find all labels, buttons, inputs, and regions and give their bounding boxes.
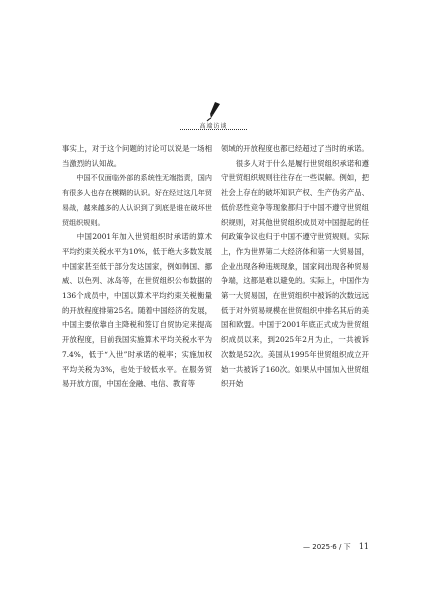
header-divider xyxy=(180,129,247,130)
issue-label: — 2025·6 / 下 xyxy=(303,543,351,551)
page-footer xyxy=(303,542,369,552)
paragraph: 领域的开放程度也都已经超过了当时的承诺。 xyxy=(221,144,369,153)
paragraph: 事实上，对于这个问题的讨论可以说是一场相当激烈的认知战。 xyxy=(62,144,212,168)
paragraph: 很多人对于什么是履行世贸组织承诺和遵守世贸组织规则往往存在一些误解。例如，把社会上存在的破坏知识产权、生产伪劣产品、低价恶性竞争等现象都归于中国不遵守世贸组织规则，对其他世贸组织成员对中国提起的任何政策争议也归于中国不遵守世贸规则。实际上，作为世界第二大经济体和第一大贸易国，企业出现各种违规现象，国家间出现各种贸易争端，这都是难以避免的。实际上，中国作为第一大贸易国，在世贸组织中被诉的次数远远低于对外贸易规模在世贸组织中排名其后的美国和欧盟。中国于2001年底正式成为世贸组织成员以来，到2025年2月为止，一共被诉次数是52次。美国从1995年世贸组织成立开始一共被诉了160次。如果从中国加入世贸组织开始 xyxy=(221,158,369,389)
paragraph: 中国不仅面临外部的系统性无端指责，国内有很多人也存在模糊的认识。好在经过这几年贸易战，越来越多的人认识到了到底是谁在破坏世贸组织规则。 xyxy=(62,173,212,227)
section-label: 高端访谈 xyxy=(199,123,228,130)
right-column xyxy=(221,142,369,392)
page-number: 11 xyxy=(358,542,369,551)
pen-nib-icon xyxy=(203,100,223,122)
left-column xyxy=(62,142,212,392)
paragraph: 中国2001年加入世贸组织时承诺的算术平均约束关税水平为10%，低于绝大多数发展中国家甚至低于部分发达国家，例如韩国、挪威、以色列、冰岛等，在世贸组织公布数据的136个成员中，中国以算术平均约束关税衡量的开放程度排第25名。随着中国经济的发展，中国主要依靠自主降税和签订自贸协定来提高开放程度，目前我国实施算术平均关税水平为7.4%，低于“入世”时承诺的税率；实施加权平均关税为3%，也处于较低水平。在服务贸易开放方面，中国在金融、电信、教育等 xyxy=(62,232,212,389)
